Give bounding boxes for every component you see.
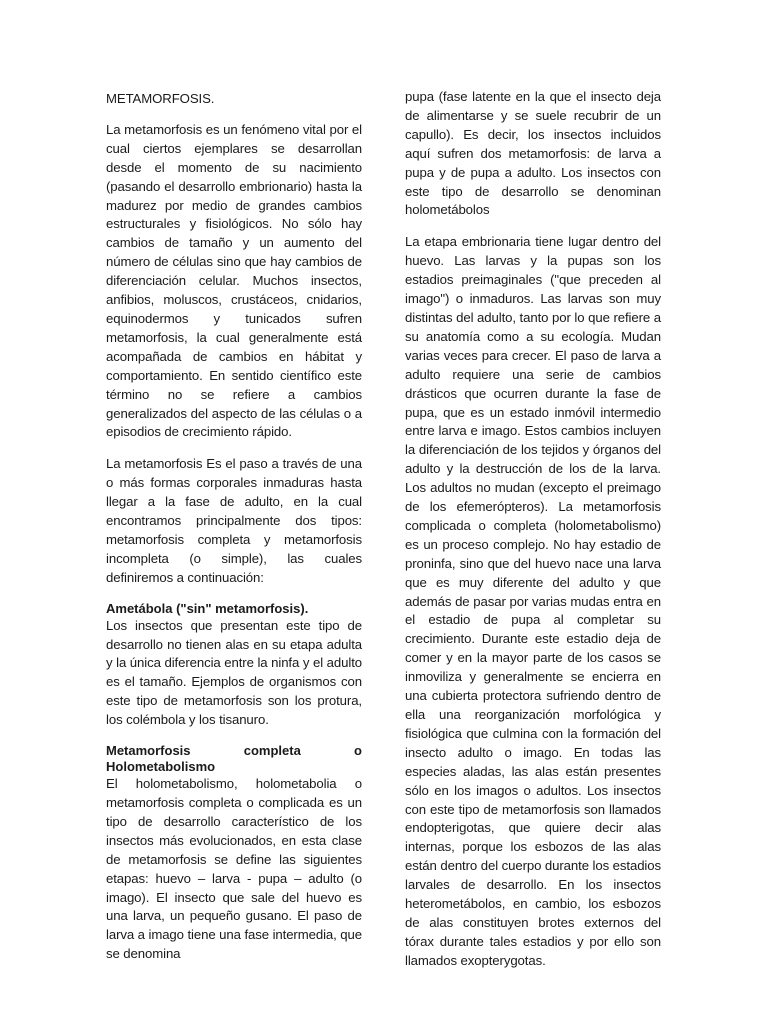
heading-line-1: Metamorfosis completa o	[106, 743, 362, 759]
right-column	[405, 88, 661, 984]
paragraph-ametabola: Los insectos que presentan este tipo de desarrollo no tienen alas en su etapa adulta y la única diferencia entre la ninfa y el adulto es el tamaño. Ejemplos de organismos con este tipo de metamorfosis son los protura, los colémbola y los tisanuro.	[106, 617, 362, 728]
document-title: METAMORFOSIS.	[106, 91, 215, 106]
paragraph-pupa: pupa (fase latente en la que el insecto deja de alimentarse y se suele recubrir de un capullo). Es decir, los insectos incluidos aquí sufren dos metamorfosis: de larva a pupa y de pupa a adulto. Los insectos con este tipo de desarrollo se denominan holometábolos	[405, 89, 661, 218]
paragraph-intro: La metamorfosis es un fenómeno vital por el cual ciertos ejemplares se desarrollan desde el momento de su nacimiento (pasando el desarrollo embrionario) hasta la madurez por medio de grandes cambios estructurales y fisiológicos. No sólo hay cambios de tamaño y un aumento del número de células sino que hay cambios de diferenciación celular. Muchos insectos, anfibios, moluscos, crustáceos, cnidarios, equinodermos y tunicados sufren metamorfosis, la cual generalmente está acompañada de cambios en hábitat y comportamiento. En sentido científico este término no se refiere a cambios generalizados del aspecto de las células o a episodios de crecimiento rápido.	[106, 121, 362, 440]
paragraph-holometabolismo: El holometabolismo, holometabolia o metamorfosis completa o complicada es un tipo de desarrollo característico de los insectos más evolucionados, en esta clase de metamorfosis se define las siguientes etapas: huevo – larva - pupa – adulto (o imago). El insecto que sale del huevo es una larva, un pequeño gusano. El paso de larva a imago tiene una fase intermedia, que se denomina	[106, 776, 362, 962]
heading-ametabola: Ametábola ("sin" metamorfosis).	[106, 600, 309, 616]
paragraph-etapa-embrionaria: La etapa embrionaria tiene lugar dentro del huevo. Las larvas y la pupas son los estadios preimaginales ("que preceden al imago") o inmaduros. Las larvas son muy distintas del adulto, tanto por lo que refiere a su anatomía como a su ecología. Mudan varias veces para crecer. El paso de larva a adulto requiere una serie de cambios drásticos que ocurren durante la fase de pupa, que es un estado inmóvil intermedio entre larva e imago. Estos cambios incluyen la diferenciación de los tejidos y órganos del adulto y la destrucción de los de la larva. Los adultos no mudan (excepto el preimago de los efemerópteros). La metamorfosis complicada o completa (holometabolismo) es un proceso complejo. No hay estadio de proninfa, sino que del huevo nace una larva que es muy diferente del adulto y que además de pasar por varias mudas entra en el estadio de pupa al completar su crecimiento. Durante este estadio deja de comer y en la mayor parte de los casos se inmoviliza y generalmente se encierra en una cubierta protectora sufriendo dentro de ella una reorganización morfológica y fisiológica que culmina con la formación del insecto adulto o imago. En todas las especies aladas, las alas están presentes sólo en los imagos o adultos. Los insectos con este tipo de metamorfosis son llamados endopterigotas, que quiere decir alas internas, porque los esbozos de las alas están dentro del cuerpo durante los estadios larvales de desarrollo. En los insectos heterometábolos, en cambio, los esbozos de alas constituyen brotes externos del tórax durante tales estadios y por ello son llamados exopterygotas.	[405, 234, 661, 968]
heading-metamorfosis-completa	[106, 743, 362, 775]
heading-line-2: Holometabolismo	[106, 759, 216, 775]
paragraph-definition: La metamorfosis Es el paso a través de una o más formas corporales inmaduras hasta llegar a la fase de adulto, en la cual encontramos principalmente dos tipos: metamorfosis completa y metamorfosis incompleta (o simple), las cuales definiremos a continuación:	[106, 456, 362, 585]
left-column	[106, 88, 362, 977]
